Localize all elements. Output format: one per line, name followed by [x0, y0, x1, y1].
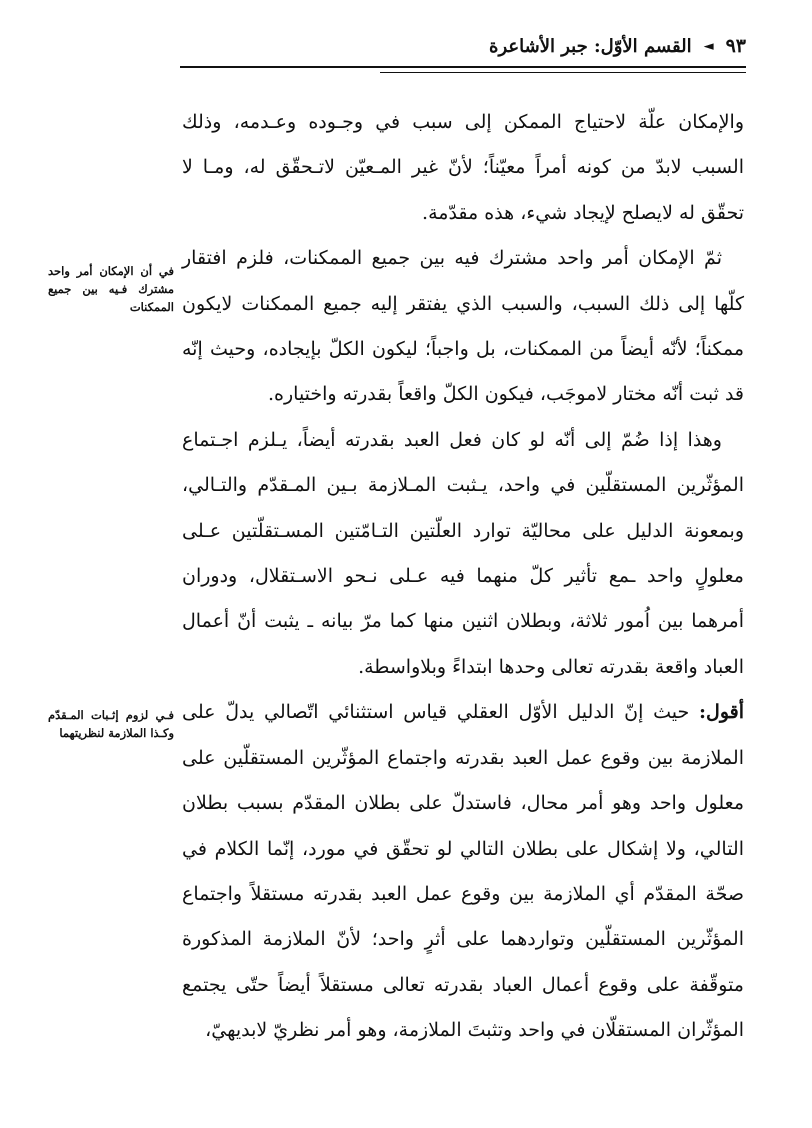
- aqulu-label: أقول:: [699, 701, 744, 724]
- margin-note: في أن الإمكان أمر واحد مشترك فـيه بين جميع الممكنات: [48, 264, 174, 314]
- header-title: القسم الأوّل: جبر الأشاعرة: [489, 35, 692, 57]
- paragraph: والإمكان علّة لاحتياج الممكن إلى سبب في وجـوده وعـدمه، وذلك السبب لابدّ من كونه أمراً معيّناً؛ لأنّ غير المـعيّن لاتـحقّق له، ومـا لا تحقّق له لايصلح لإيجاد شيء، هذه مقدّمة.: [182, 111, 744, 224]
- paragraph-aqulu: [182, 690, 744, 1053]
- paragraph: ثمّ الإمكان أمر واحد مشترك فيه بين جميع الممكنات، فلزم افتقار كلّها إلى ذلك السبب، والسبب الذي يفتقر إليه جميع الممكنات لايكون ممكناً؛ لأنّه أيضاً من الممكنات، بل واجباً؛ ليكون الكلّ بإيجاده، وحيث إنّه قد ثبت أنّه مختار لاموجَب، فيكون الكلّ واقعاً بقدرته واختياره.: [182, 247, 744, 406]
- header-rule: [180, 66, 746, 68]
- paragraph: وهذا إذا ضُمّ إلى أنّه لو كان فعل العبد بقدرته أيضاً، يـلزم اجـتماع المؤثّرين المستقلّين في واحد، يـثبت المـلازمة بـين المـقدّم والتـالي، وبمعونة الدليل على محاليّة توارد العلّتين التـامّتين المسـتقلّتين عـلى معلولٍ واحد ـمع تأثير كلّ منهما فيه عـلى نـحو الاسـتقلال، ودوران أمرهما بين اُمور ثلاثة، وبطلان اثنين منها كما مرّ بيانه ـ يثبت أنّ أعمال العباد واقعة بقدرته تعالى وحدها ابتداءً وبلاواسطة.: [182, 428, 744, 678]
- header-rule-secondary: [380, 72, 746, 73]
- arrow-left-icon: ◄: [703, 38, 714, 54]
- page-number: ٩٣: [725, 35, 746, 57]
- aqulu-text: حيث إنّ الدليل الأوّل العقلي قياس استثنائي اتّصالي يدلّ على الملازمة بين وقوع عمل العبد بقدرته واجتماع المؤثّرين المستقلّين على معلول واحد وهو أمر محال، فاستدلّ على بطلان المقدّم بسبب بطلان التالي، ولا إشكال على بطلان التالي لو تحقّق في مورد، إنّما الكلام في صحّة المقدّم أي الملازمة بين وقوع عمل العبد بقدرته مستقلاً واجتماع المؤثّرين المستقلّين وتواردهما على أثرٍ واحد؛ لأنّ الملازمة المذكورة متوقّفة على وقوع أعمال العباد بقدرته تعالى مستقلاً أيضاً حتّى يجتمع المؤثّران المستقلّان في واحد وتثبتَ الملازمة، وهو أمر نظريّ لابديهيّ،: [182, 701, 744, 1042]
- main-text: [182, 100, 744, 1054]
- margin-note: فـي لزوم إثـبات المـقدّم وكـذا الملازمة لنظريتهما: [48, 708, 174, 740]
- running-header: [180, 28, 746, 64]
